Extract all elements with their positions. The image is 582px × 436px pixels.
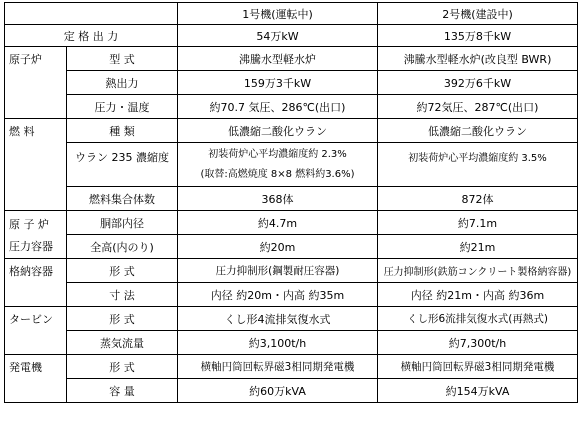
fuel-kind-label: 種 類	[67, 119, 178, 143]
fuel-kind-unit2: 低濃縮二酸化ウラン	[378, 119, 578, 143]
table-row	[5, 187, 578, 211]
spec-table	[4, 2, 578, 403]
containment-dims-unit1: 内径 約20m・内高 約35m	[178, 283, 378, 307]
table-row	[5, 119, 578, 143]
generator-capacity-unit1: 約60万kVA	[178, 379, 378, 403]
header-unit1: 1号機(運転中)	[178, 3, 378, 25]
generator-label: 発電機	[5, 355, 67, 403]
reactor-thermal-label: 熱出力	[67, 71, 178, 95]
turbine-type-unit2: くし形6流排気復水式(再熱式)	[378, 307, 578, 331]
vessel-height-unit2: 約21m	[378, 235, 578, 259]
turbine-type-label: 形 式	[67, 307, 178, 331]
turbine-steam-unit1: 約3,100t/h	[178, 331, 378, 355]
containment-dims-unit2: 内径 約21m・内高 約36m	[378, 283, 578, 307]
table-row	[5, 95, 578, 119]
table-row	[5, 71, 578, 95]
fuel-enrichment-label: ウラン 235 濃縮度	[67, 143, 178, 187]
table-row	[5, 259, 578, 283]
vessel-label-line2: 圧力容器	[9, 239, 53, 253]
generator-type-unit1: 横軸円筒回転界磁3相同期発電機	[178, 355, 378, 379]
fuel-assemblies-label: 燃料集合体数	[67, 187, 178, 211]
vessel-diameter-unit2: 約7.1m	[378, 211, 578, 235]
rated-output-unit2: 135万8千kW	[378, 25, 578, 47]
rated-output-label: 定 格 出 力	[5, 25, 178, 47]
generator-capacity-unit2: 約154万kVA	[378, 379, 578, 403]
table-row	[5, 307, 578, 331]
turbine-type-unit1: くし形4流排気復水式	[178, 307, 378, 331]
generator-type-label: 形 式	[67, 355, 178, 379]
table-row	[5, 331, 578, 355]
containment-type-unit1: 圧力抑制形(鋼製耐圧容器)	[178, 259, 378, 283]
table-row	[5, 355, 578, 379]
reactor-pressure-label: 圧力・温度	[67, 95, 178, 119]
vessel-height-unit1: 約20m	[178, 235, 378, 259]
fuel-enrichment-unit1	[178, 143, 378, 187]
reactor-thermal-unit1: 159万3千kW	[178, 71, 378, 95]
reactor-thermal-unit2: 392万6千kW	[378, 71, 578, 95]
vessel-height-label: 全高(内のり)	[67, 235, 178, 259]
reactor-type-unit1: 沸騰水型軽水炉	[178, 47, 378, 71]
reactor-label: 原子炉	[5, 47, 67, 119]
fuel-assemblies-unit2: 872体	[378, 187, 578, 211]
table-row	[5, 25, 578, 47]
generator-type-unit2: 横軸円筒回転界磁3相同期発電機	[378, 355, 578, 379]
fuel-kind-unit1: 低濃縮二酸化ウラン	[178, 119, 378, 143]
turbine-steam-unit2: 約7,300t/h	[378, 331, 578, 355]
containment-type-label: 形 式	[67, 259, 178, 283]
reactor-pressure-unit2: 約72気圧、287℃(出口)	[378, 95, 578, 119]
reactor-type-label: 型 式	[67, 47, 178, 71]
rated-output-unit1: 54万kW	[178, 25, 378, 47]
vessel-diameter-label: 胴部内径	[67, 211, 178, 235]
vessel-label-line1: 原 子 炉	[9, 217, 49, 231]
header-blank	[5, 3, 178, 25]
fuel-assemblies-unit1: 368体	[178, 187, 378, 211]
vessel-diameter-unit1: 約4.7m	[178, 211, 378, 235]
table-row	[5, 211, 578, 235]
table-row	[5, 283, 578, 307]
table-row	[5, 379, 578, 403]
vessel-label	[5, 211, 67, 259]
generator-capacity-label: 容 量	[67, 379, 178, 403]
fuel-enrichment-unit2: 初装荷炉心平均濃縮度約 3.5%	[378, 143, 578, 187]
turbine-label: タービン	[5, 307, 67, 355]
fuel-enrichment-unit1-line1: 初装荷炉心平均濃縮度約 2.3%	[208, 148, 347, 160]
reactor-pressure-unit1: 約70.7 気圧、286℃(出口)	[178, 95, 378, 119]
turbine-steam-label: 蒸気流量	[67, 331, 178, 355]
containment-dims-label: 寸 法	[67, 283, 178, 307]
reactor-type-unit2: 沸騰水型軽水炉(改良型 BWR)	[378, 47, 578, 71]
fuel-label: 燃 料	[5, 119, 67, 211]
table-row	[5, 47, 578, 71]
header-unit2: 2号機(建設中)	[378, 3, 578, 25]
table-row	[5, 143, 578, 187]
containment-label: 格納容器	[5, 259, 67, 307]
containment-type-unit2: 圧力抑制形(鉄筋コンクリート製格納容器)	[378, 259, 578, 283]
fuel-enrichment-unit1-line2: (取替:高燃焼度 8×8 燃料約3.6%)	[200, 168, 355, 180]
table-row	[5, 235, 578, 259]
header-row	[5, 3, 578, 25]
